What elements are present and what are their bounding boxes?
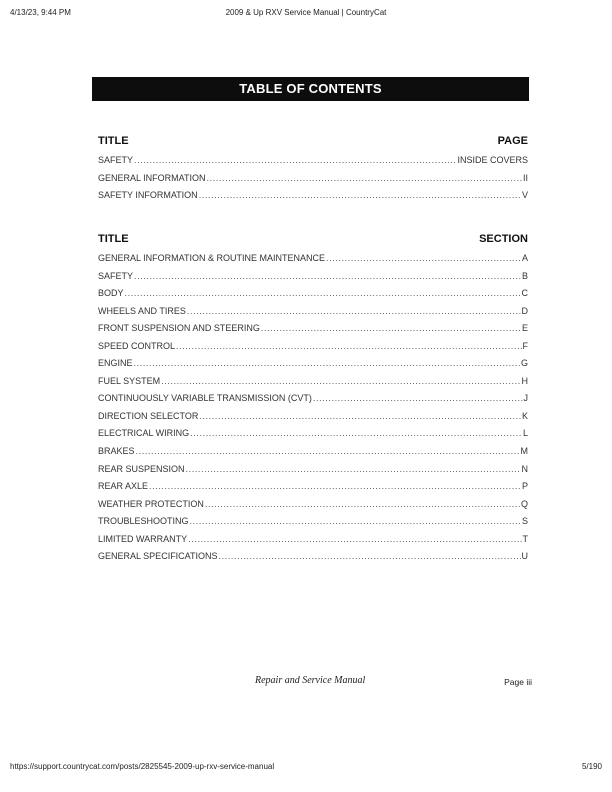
toc-entry-title: ELECTRICAL WIRING bbox=[98, 428, 190, 439]
toc-entry-title: SAFETY bbox=[98, 270, 134, 281]
toc-entry-title: CONTINUOUSLY VARIABLE TRANSMISSION (CVT) bbox=[98, 393, 312, 404]
toc-entry-section: J bbox=[523, 393, 528, 404]
leader-dots bbox=[186, 461, 521, 479]
sections-column-headers bbox=[98, 231, 528, 247]
toc-entry-title: SPEED CONTROL bbox=[98, 340, 176, 351]
leader-dots bbox=[176, 338, 521, 356]
leader-dots bbox=[219, 548, 521, 566]
toc-entry-section: L bbox=[522, 428, 528, 439]
leader-dots bbox=[190, 425, 522, 443]
leader-dots bbox=[190, 513, 521, 531]
print-page-count: 5/190 bbox=[581, 762, 602, 771]
leader-dots bbox=[136, 443, 520, 461]
toc-entry-section: K bbox=[521, 410, 528, 421]
toc-entry[interactable] bbox=[98, 355, 528, 373]
leader-dots bbox=[134, 152, 456, 170]
toc-entry-page: II bbox=[522, 172, 528, 183]
toc-entry[interactable] bbox=[98, 496, 528, 514]
toc-entry-title: REAR SUSPENSION bbox=[98, 463, 185, 474]
toc-entry[interactable] bbox=[98, 268, 528, 286]
toc-entry-section: S bbox=[521, 516, 528, 527]
toc-entry-title: GENERAL INFORMATION & ROUTINE MAINTENANCE bbox=[98, 253, 326, 263]
toc-entry-title: ENGINE bbox=[98, 358, 133, 369]
toc-entry-title: REAR AXLE bbox=[98, 481, 149, 492]
toc-entry[interactable] bbox=[98, 187, 528, 205]
print-datetime: 4/13/23, 9:44 PM bbox=[10, 8, 71, 17]
toc-entry-title: BODY bbox=[98, 288, 124, 299]
toc-entry-section: F bbox=[522, 340, 528, 351]
browser-print-header bbox=[10, 8, 602, 22]
toc-entry-section: N bbox=[521, 463, 528, 474]
toc-entry-section: C bbox=[521, 288, 528, 299]
toc-entry-title: WEATHER PROTECTION bbox=[98, 498, 204, 509]
toc-entry-section: A bbox=[521, 253, 528, 263]
leader-dots bbox=[207, 170, 522, 188]
toc-entry-section: Q bbox=[520, 498, 528, 509]
leader-dots bbox=[199, 187, 521, 205]
toc-entry-section: B bbox=[521, 270, 528, 281]
leader-dots bbox=[261, 320, 521, 338]
toc-entry-section: E bbox=[521, 323, 528, 334]
toc-entry-title: DIRECTION SELECTOR bbox=[98, 410, 199, 421]
toc-entry-section: T bbox=[522, 533, 528, 544]
toc-entry-page: INSIDE COVERS bbox=[457, 155, 528, 165]
toc-entry[interactable] bbox=[98, 531, 528, 549]
toc-entry-title: GENERAL SPECIFICATIONS bbox=[98, 551, 218, 562]
toc-entry-section: H bbox=[521, 375, 528, 386]
column-section-heading: SECTION bbox=[479, 233, 528, 245]
print-page-title: 2009 & Up RXV Service Manual | CountryCat bbox=[225, 8, 387, 17]
toc-entry[interactable] bbox=[98, 548, 528, 566]
manual-name: Repair and Service Manual bbox=[255, 675, 366, 686]
toc-entry[interactable] bbox=[98, 390, 528, 408]
toc-entry[interactable] bbox=[98, 303, 528, 321]
front-matter-list bbox=[98, 133, 528, 205]
column-page-heading: PAGE bbox=[497, 135, 528, 147]
toc-banner: TABLE OF CONTENTS bbox=[92, 77, 529, 101]
leader-dots bbox=[187, 303, 521, 321]
toc-entry-title: TROUBLESHOOTING bbox=[98, 516, 189, 527]
toc-entry-section: M bbox=[520, 446, 528, 457]
toc-entry[interactable] bbox=[98, 425, 528, 443]
toc-entry[interactable] bbox=[98, 320, 528, 338]
toc-entry-title: BRAKES bbox=[98, 446, 135, 457]
toc-entry[interactable] bbox=[98, 513, 528, 531]
front-matter-column-headers bbox=[98, 133, 528, 149]
browser-print-footer bbox=[10, 762, 602, 774]
sections-list bbox=[98, 231, 528, 566]
toc-entry-title: SAFETY INFORMATION bbox=[98, 190, 198, 201]
toc-entry[interactable] bbox=[98, 152, 528, 170]
toc-entry[interactable] bbox=[98, 170, 528, 188]
toc-entry[interactable] bbox=[98, 373, 528, 391]
column-title-heading: TITLE bbox=[98, 233, 129, 245]
toc-entry[interactable] bbox=[98, 443, 528, 461]
leader-dots bbox=[134, 355, 520, 373]
toc-entry-title: GENERAL INFORMATION bbox=[98, 172, 206, 183]
toc-entry[interactable] bbox=[98, 461, 528, 479]
toc-entry-title: LIMITED WARRANTY bbox=[98, 533, 188, 544]
leader-dots bbox=[205, 496, 520, 514]
toc-entry[interactable] bbox=[98, 478, 528, 496]
toc-entry-section: P bbox=[521, 481, 528, 492]
toc-entry-section: G bbox=[520, 358, 528, 369]
print-url[interactable]: https://support.countrycat.com/posts/2825545-2009-up-rxv-service-manual bbox=[10, 762, 275, 771]
toc-entry[interactable] bbox=[98, 338, 528, 356]
leader-dots bbox=[199, 408, 521, 426]
column-title-heading: TITLE bbox=[98, 135, 129, 147]
toc-entry[interactable] bbox=[98, 408, 528, 426]
leader-dots bbox=[125, 285, 521, 303]
leader-dots bbox=[313, 390, 523, 408]
leader-dots bbox=[149, 478, 521, 496]
toc-entry-title: FRONT SUSPENSION AND STEERING bbox=[98, 323, 260, 334]
page-number: Page iii bbox=[504, 677, 532, 687]
toc-entry-section: D bbox=[521, 305, 528, 316]
leader-dots bbox=[161, 373, 520, 391]
toc-entry[interactable] bbox=[98, 285, 528, 303]
toc-entry[interactable] bbox=[98, 250, 528, 268]
toc-entry-title: WHEELS AND TIRES bbox=[98, 305, 186, 316]
leader-dots bbox=[326, 250, 521, 268]
leader-dots bbox=[188, 531, 521, 549]
toc-entry-title: FUEL SYSTEM bbox=[98, 375, 161, 386]
toc-entry-section: U bbox=[521, 551, 528, 562]
toc-entry-title: SAFETY bbox=[98, 155, 134, 165]
leader-dots bbox=[134, 268, 521, 286]
toc-entry-page: V bbox=[521, 190, 528, 201]
